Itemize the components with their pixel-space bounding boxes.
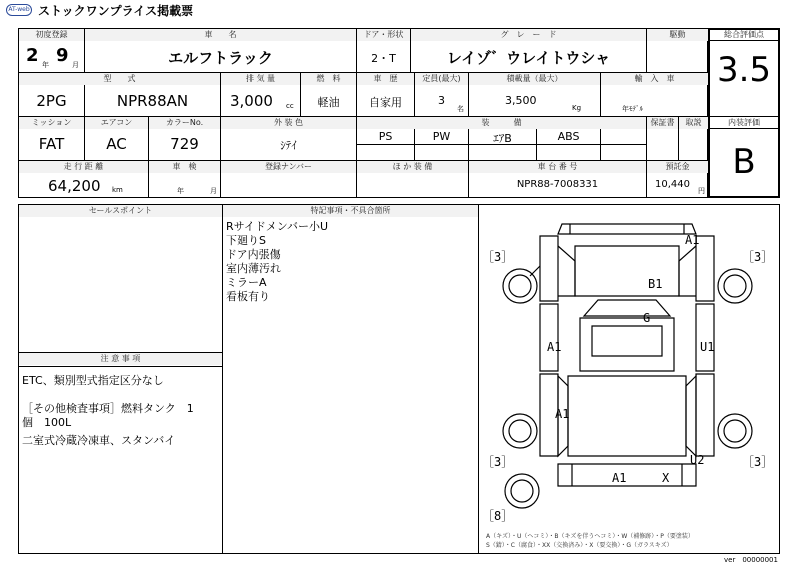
tire-spare bbox=[505, 474, 539, 508]
damage-mark: U1 bbox=[700, 340, 715, 354]
list-item: Rサイドメンバー小U bbox=[226, 220, 329, 233]
car-history: 自家用 bbox=[369, 96, 402, 109]
mileage-unit: km bbox=[112, 186, 123, 194]
load: 3,500 bbox=[505, 94, 537, 107]
aircon: AC bbox=[106, 135, 127, 153]
other-equipment-label: ほ か 装 備 bbox=[357, 161, 468, 173]
deposit-label: 預託金 bbox=[647, 161, 708, 173]
document-title: ストックワンプライス掲載票 bbox=[38, 4, 194, 18]
damage-mark: A1 bbox=[547, 340, 562, 354]
fuel-label: 燃 料 bbox=[301, 73, 356, 85]
displacement: 3,000 bbox=[230, 92, 273, 110]
drive-label: 駆動 bbox=[647, 29, 708, 41]
reg-month-unit: 月 bbox=[72, 61, 79, 69]
list-item: 室内薄汚れ bbox=[226, 262, 281, 275]
inspection-year: 年 bbox=[177, 187, 184, 195]
damage-mark: U2 bbox=[690, 453, 705, 467]
first-reg-label: 初度登録 bbox=[19, 29, 84, 41]
damage-mark: A1 bbox=[555, 407, 570, 421]
deposit-unit: 円 bbox=[698, 187, 705, 195]
model-prefix: 2PG bbox=[36, 92, 67, 110]
special-notes-label: 特記事項・不具合箇所 bbox=[223, 205, 478, 217]
caution-note: 個 100L bbox=[22, 416, 72, 429]
tire-depth: ［3］ bbox=[482, 250, 514, 264]
door-shape: 2・T bbox=[371, 52, 396, 65]
chassis-no-label: 車 台 番 号 bbox=[469, 161, 646, 173]
tire-rear-right bbox=[718, 414, 752, 448]
capacity: 3 bbox=[438, 94, 445, 107]
vehicle-diagram bbox=[480, 206, 778, 552]
overall-score-label: 総合評価点 bbox=[724, 30, 764, 39]
list-item: 看板有り bbox=[226, 290, 270, 303]
legend-line: S（錆）・C（腐食）・XX（交換済み）・X（要交換）・G（ガラスキズ） bbox=[486, 542, 673, 549]
inspection-label: 車 検 bbox=[149, 161, 220, 173]
list-item: ミラーA bbox=[226, 276, 267, 289]
sales-point-label: セールスポイント bbox=[19, 205, 222, 217]
exterior-color-label: 外 装 色 bbox=[221, 117, 356, 129]
displacement-unit: cc bbox=[286, 102, 294, 110]
interior-score-label: 内装評価 bbox=[728, 118, 760, 127]
tire-depth: ［8］ bbox=[482, 509, 514, 523]
equipment-abs: ABS bbox=[557, 130, 580, 143]
displacement-label: 排 気 量 bbox=[221, 73, 300, 85]
version-label: ver 00000001 bbox=[724, 556, 778, 564]
load-label: 積載量（最大） bbox=[469, 73, 600, 85]
mission: FAT bbox=[38, 135, 65, 153]
reg-month: 9 bbox=[56, 45, 69, 66]
special-notes-list bbox=[226, 220, 328, 304]
overall-score: 3.5 bbox=[716, 50, 772, 90]
brand-logo: AT-web bbox=[6, 4, 32, 16]
car-name: エルフトラック bbox=[168, 49, 273, 67]
mission-label: ミッション bbox=[19, 117, 84, 129]
mileage-label: 走 行 距 離 bbox=[19, 161, 148, 173]
interior-score: B bbox=[732, 142, 756, 182]
equipment-pw: PW bbox=[432, 130, 451, 143]
damage-mark: A1 bbox=[612, 471, 627, 485]
fuel: 軽油 bbox=[317, 96, 340, 109]
load-unit: Kg bbox=[572, 104, 582, 112]
import-year-model: 年ﾓﾃﾞﾙ bbox=[622, 105, 643, 113]
caution-label: 注 意 事 項 bbox=[19, 353, 222, 365]
door-shape-label: ドア・形状 bbox=[357, 29, 410, 41]
reg-year-unit: 年 bbox=[42, 61, 49, 69]
mileage: 64,200 bbox=[48, 177, 101, 195]
grade: レイゾ゛ウレイトウシャ bbox=[446, 49, 611, 67]
capacity-label: 定員(最大) bbox=[415, 73, 468, 85]
deposit: 10,440 bbox=[655, 179, 690, 190]
tire-depth: ［3］ bbox=[742, 250, 774, 264]
aircon-label: エアコン bbox=[85, 117, 148, 129]
model-label: 型 式 bbox=[19, 73, 220, 85]
list-item: ドア内張傷 bbox=[226, 248, 281, 261]
exterior-color: ｼﾃｲ bbox=[280, 139, 297, 152]
inspection-month: 月 bbox=[210, 187, 217, 195]
damage-mark: G bbox=[643, 311, 651, 325]
reg-number-label: 登録ナンバー bbox=[221, 161, 356, 173]
caution-note: 二室式冷蔵冷凍車、スタンバイ bbox=[22, 434, 176, 447]
caution-note: ［その他検査事項］燃料タンク 1 bbox=[22, 402, 194, 415]
equipment-ps: PS bbox=[378, 130, 393, 143]
equipment-airbag: ｴｱB bbox=[493, 132, 512, 145]
grade-label: グ レ ー ド bbox=[411, 29, 646, 41]
equipment-label: 装 備 bbox=[357, 117, 646, 129]
car-history-label: 車 歴 bbox=[357, 73, 414, 85]
manual-label: 取説 bbox=[679, 117, 708, 129]
color-no: 729 bbox=[170, 135, 199, 153]
tire-front-right bbox=[718, 269, 752, 303]
reg-year: 2 bbox=[26, 45, 39, 66]
model: NPR88AN bbox=[116, 92, 189, 110]
list-item: 下廻りS bbox=[226, 234, 266, 247]
chassis-no: NPR88-7008331 bbox=[516, 179, 599, 190]
tire-depth: ［3］ bbox=[482, 455, 514, 469]
legend-line: A（キズ）・U（ヘコミ）・B（キズを伴うヘコミ）・W（補修跡）・P（要塗装） bbox=[486, 533, 694, 540]
damage-mark: A1 bbox=[685, 233, 700, 247]
capacity-unit: 名 bbox=[457, 105, 464, 113]
car-name-label: 車 名 bbox=[85, 29, 356, 41]
warranty-label: 保証書 bbox=[647, 117, 678, 129]
damage-mark: B1 bbox=[648, 277, 663, 291]
import-label: 輸 入 車 bbox=[601, 73, 708, 85]
tire-depth: ［3］ bbox=[742, 455, 774, 469]
caution-note: ETC、類別型式指定区分なし bbox=[22, 374, 164, 387]
damage-mark: X bbox=[662, 471, 670, 485]
color-no-label: カラーNo. bbox=[149, 117, 220, 129]
tire-rear-left bbox=[503, 414, 537, 448]
